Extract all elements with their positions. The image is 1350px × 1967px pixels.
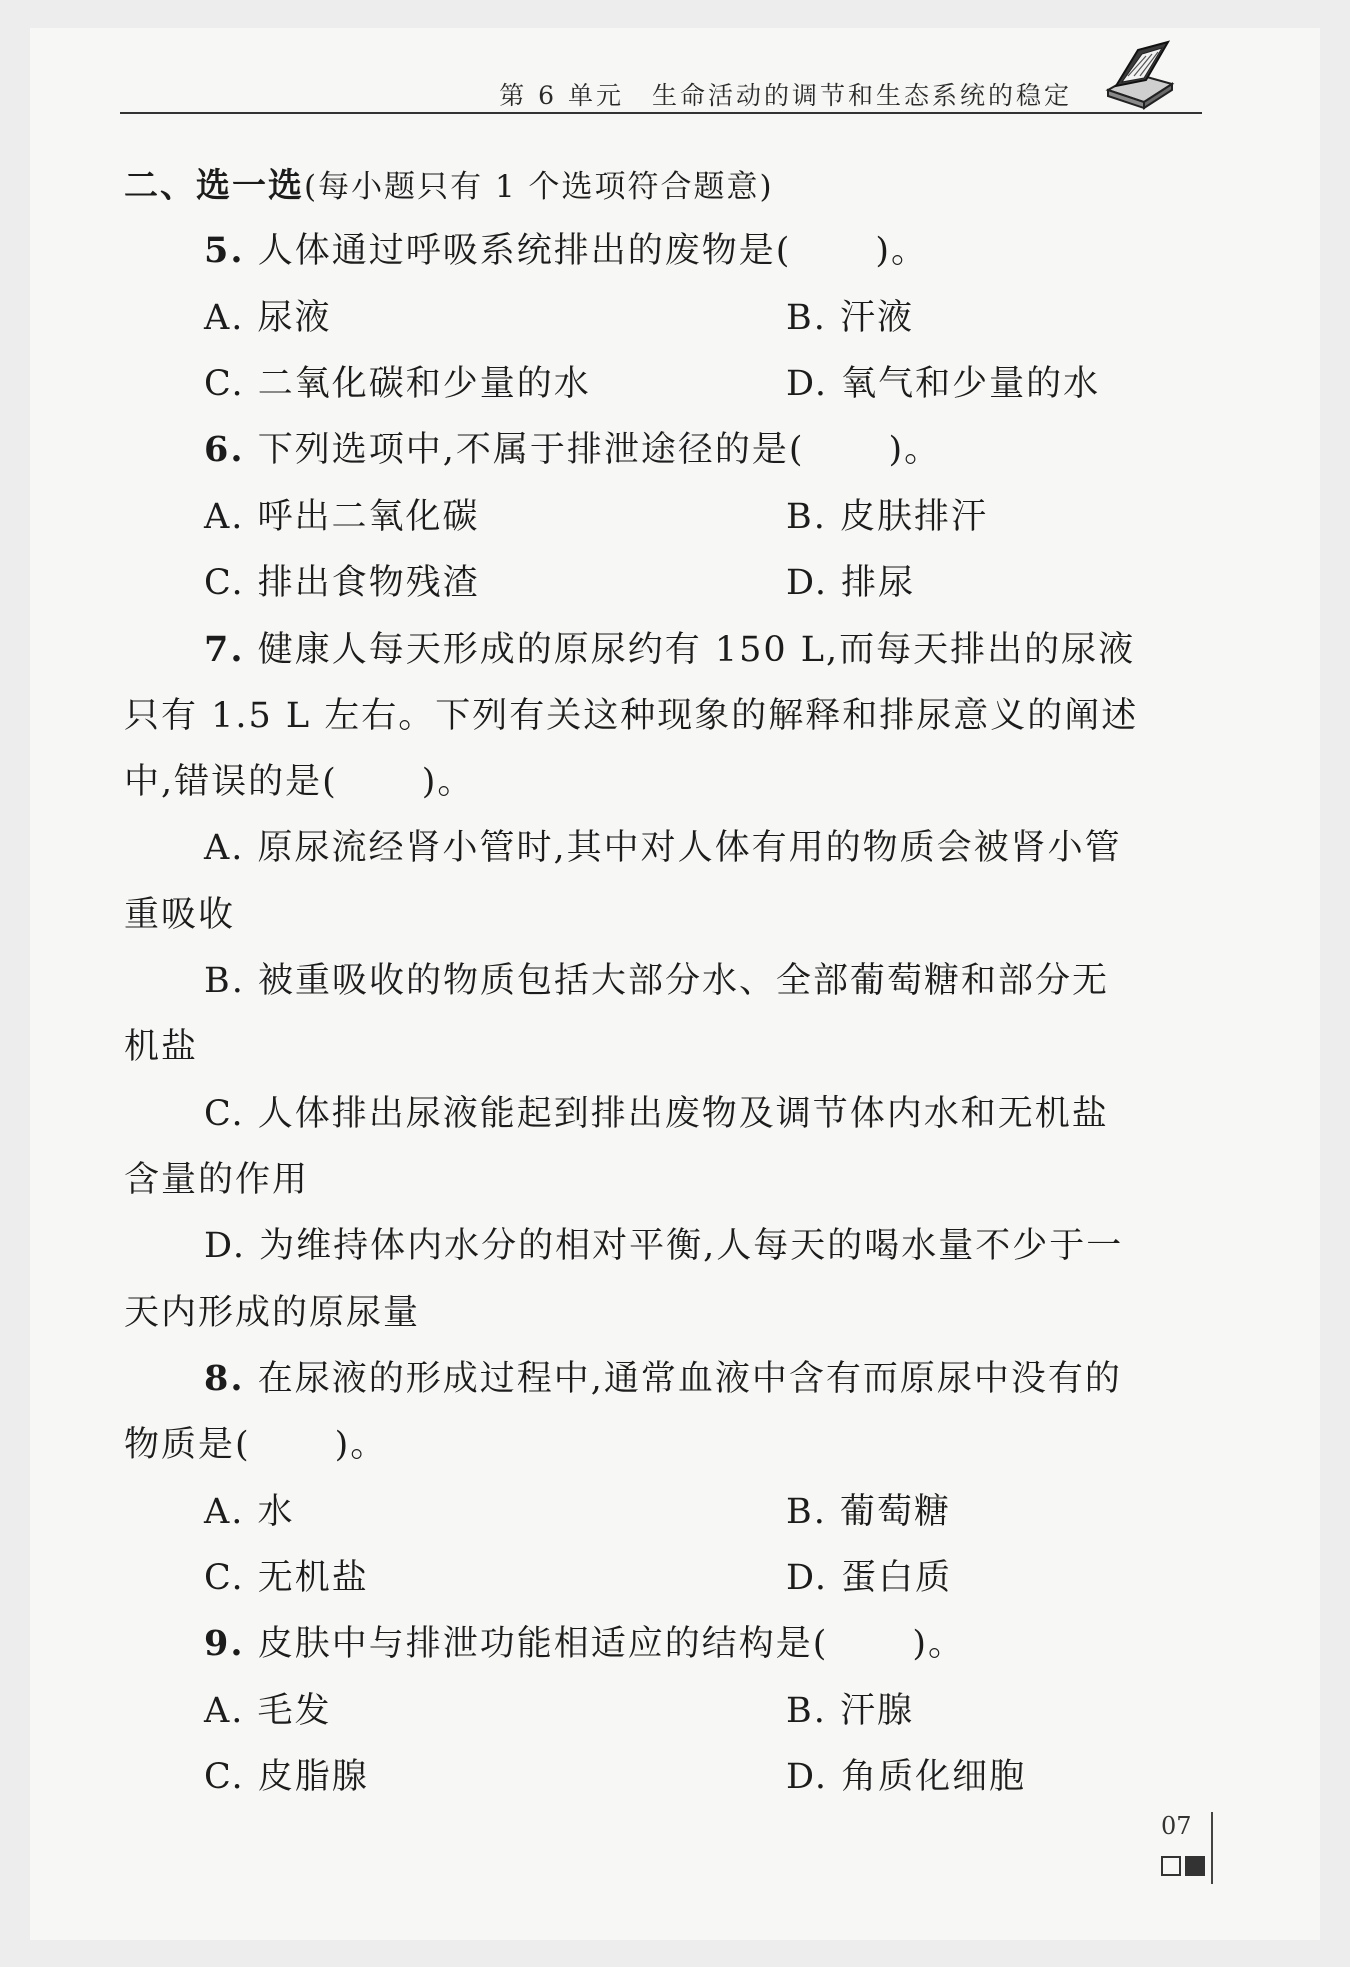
q5-option-d: D. 氧气和少量的水	[786, 364, 1101, 404]
question-number: 5.	[204, 230, 245, 271]
q8-option-c: C. 无机盐	[204, 1558, 369, 1598]
question-8-stem-line-1	[204, 1351, 1122, 1401]
q9-option-b: B. 汗腺	[786, 1691, 914, 1731]
q7-option-d-line-1: D. 为维持体内水分的相对平衡,人每天的喝水量不少于一	[204, 1226, 1124, 1266]
q7-option-b-line-2: 机盐	[124, 1027, 199, 1067]
q6-option-c: C. 排出食物残渣	[204, 563, 480, 603]
section-title-main: 二、选一选	[124, 166, 304, 206]
q6-option-a: A. 呼出二氧化碳	[204, 497, 480, 537]
q6-option-b: B. 皮肤排汗	[786, 497, 988, 537]
question-text: 中,错误的是(	[124, 762, 338, 802]
section-title	[124, 158, 774, 207]
q8-option-d: D. 蛋白质	[786, 1558, 953, 1598]
question-text-end: )。	[912, 1624, 965, 1664]
question-text: 皮肤中与排泄功能相适应的结构是(	[257, 1624, 829, 1664]
question-5-stem	[204, 223, 928, 273]
header-text: 第 6 单元 生命活动的调节和生态系统的稳定	[499, 81, 1072, 110]
question-text-end: )。	[888, 430, 942, 470]
page-number: 07	[1161, 1812, 1192, 1840]
question-number: 6.	[204, 429, 245, 470]
question-6-stem	[204, 422, 941, 472]
question-7-stem-line-3	[124, 754, 474, 804]
q7-option-b-line-1: B. 被重吸收的物质包括大部分水、全部葡萄糖和部分无	[204, 961, 1109, 1001]
question-number: 9.	[204, 1623, 245, 1664]
q7-option-d-line-2: 天内形成的原尿量	[124, 1293, 421, 1333]
question-text: 健康人每天形成的原尿约有 150 L,而每天排出的尿液	[257, 630, 1136, 670]
question-9-stem	[204, 1616, 965, 1666]
question-text: 人体通过呼吸系统排出的废物是(	[257, 231, 792, 271]
filled-square-icon	[1185, 1856, 1205, 1876]
question-text: 物质是(	[124, 1425, 251, 1465]
question-8-stem-line-2	[124, 1417, 387, 1467]
q7-option-c-line-1: C. 人体排出尿液能起到排出废物及调节体内水和无机盐	[204, 1094, 1109, 1134]
question-number: 7.	[204, 629, 245, 670]
q7-option-a-line-1: A. 原尿流经肾小管时,其中对人体有用的物质会被肾小管	[204, 828, 1122, 868]
empty-square-icon	[1161, 1856, 1181, 1876]
question-text: 在尿液的形成过程中,通常血液中含有而原尿中没有的	[257, 1359, 1122, 1399]
book-icon	[1102, 36, 1178, 112]
question-text-end: )。	[421, 762, 475, 802]
question-text-end: )。	[875, 231, 928, 271]
footer-divider	[1211, 1812, 1213, 1884]
q7-option-a-line-2: 重吸收	[124, 895, 236, 935]
q5-option-a: A. 尿液	[204, 298, 332, 338]
q8-option-a: A. 水	[204, 1492, 295, 1532]
q7-option-c-line-2: 含量的作用	[124, 1160, 310, 1200]
q8-option-b: B. 葡萄糖	[786, 1492, 951, 1532]
question-7-stem-line-2: 只有 1.5 L 左右。下列有关这种现象的解释和排尿意义的阐述	[124, 696, 1139, 736]
question-7-stem-line-1	[204, 622, 1135, 672]
q5-option-c: C. 二氧化碳和少量的水	[204, 364, 591, 404]
question-number: 8.	[204, 1358, 245, 1399]
question-text-end: )。	[334, 1425, 388, 1465]
question-text: 下列选项中,不属于排泄途径的是(	[257, 430, 805, 470]
q9-option-c: C. 皮脂腺	[204, 1757, 369, 1797]
q6-option-d: D. 排尿	[786, 563, 916, 603]
q9-option-a: A. 毛发	[204, 1691, 332, 1731]
section-title-note: (每小题只有 1 个选项符合题意)	[304, 169, 774, 205]
q9-option-d: D. 角质化细胞	[786, 1757, 1027, 1797]
q5-option-b: B. 汗液	[786, 298, 914, 338]
running-header	[120, 76, 1202, 114]
